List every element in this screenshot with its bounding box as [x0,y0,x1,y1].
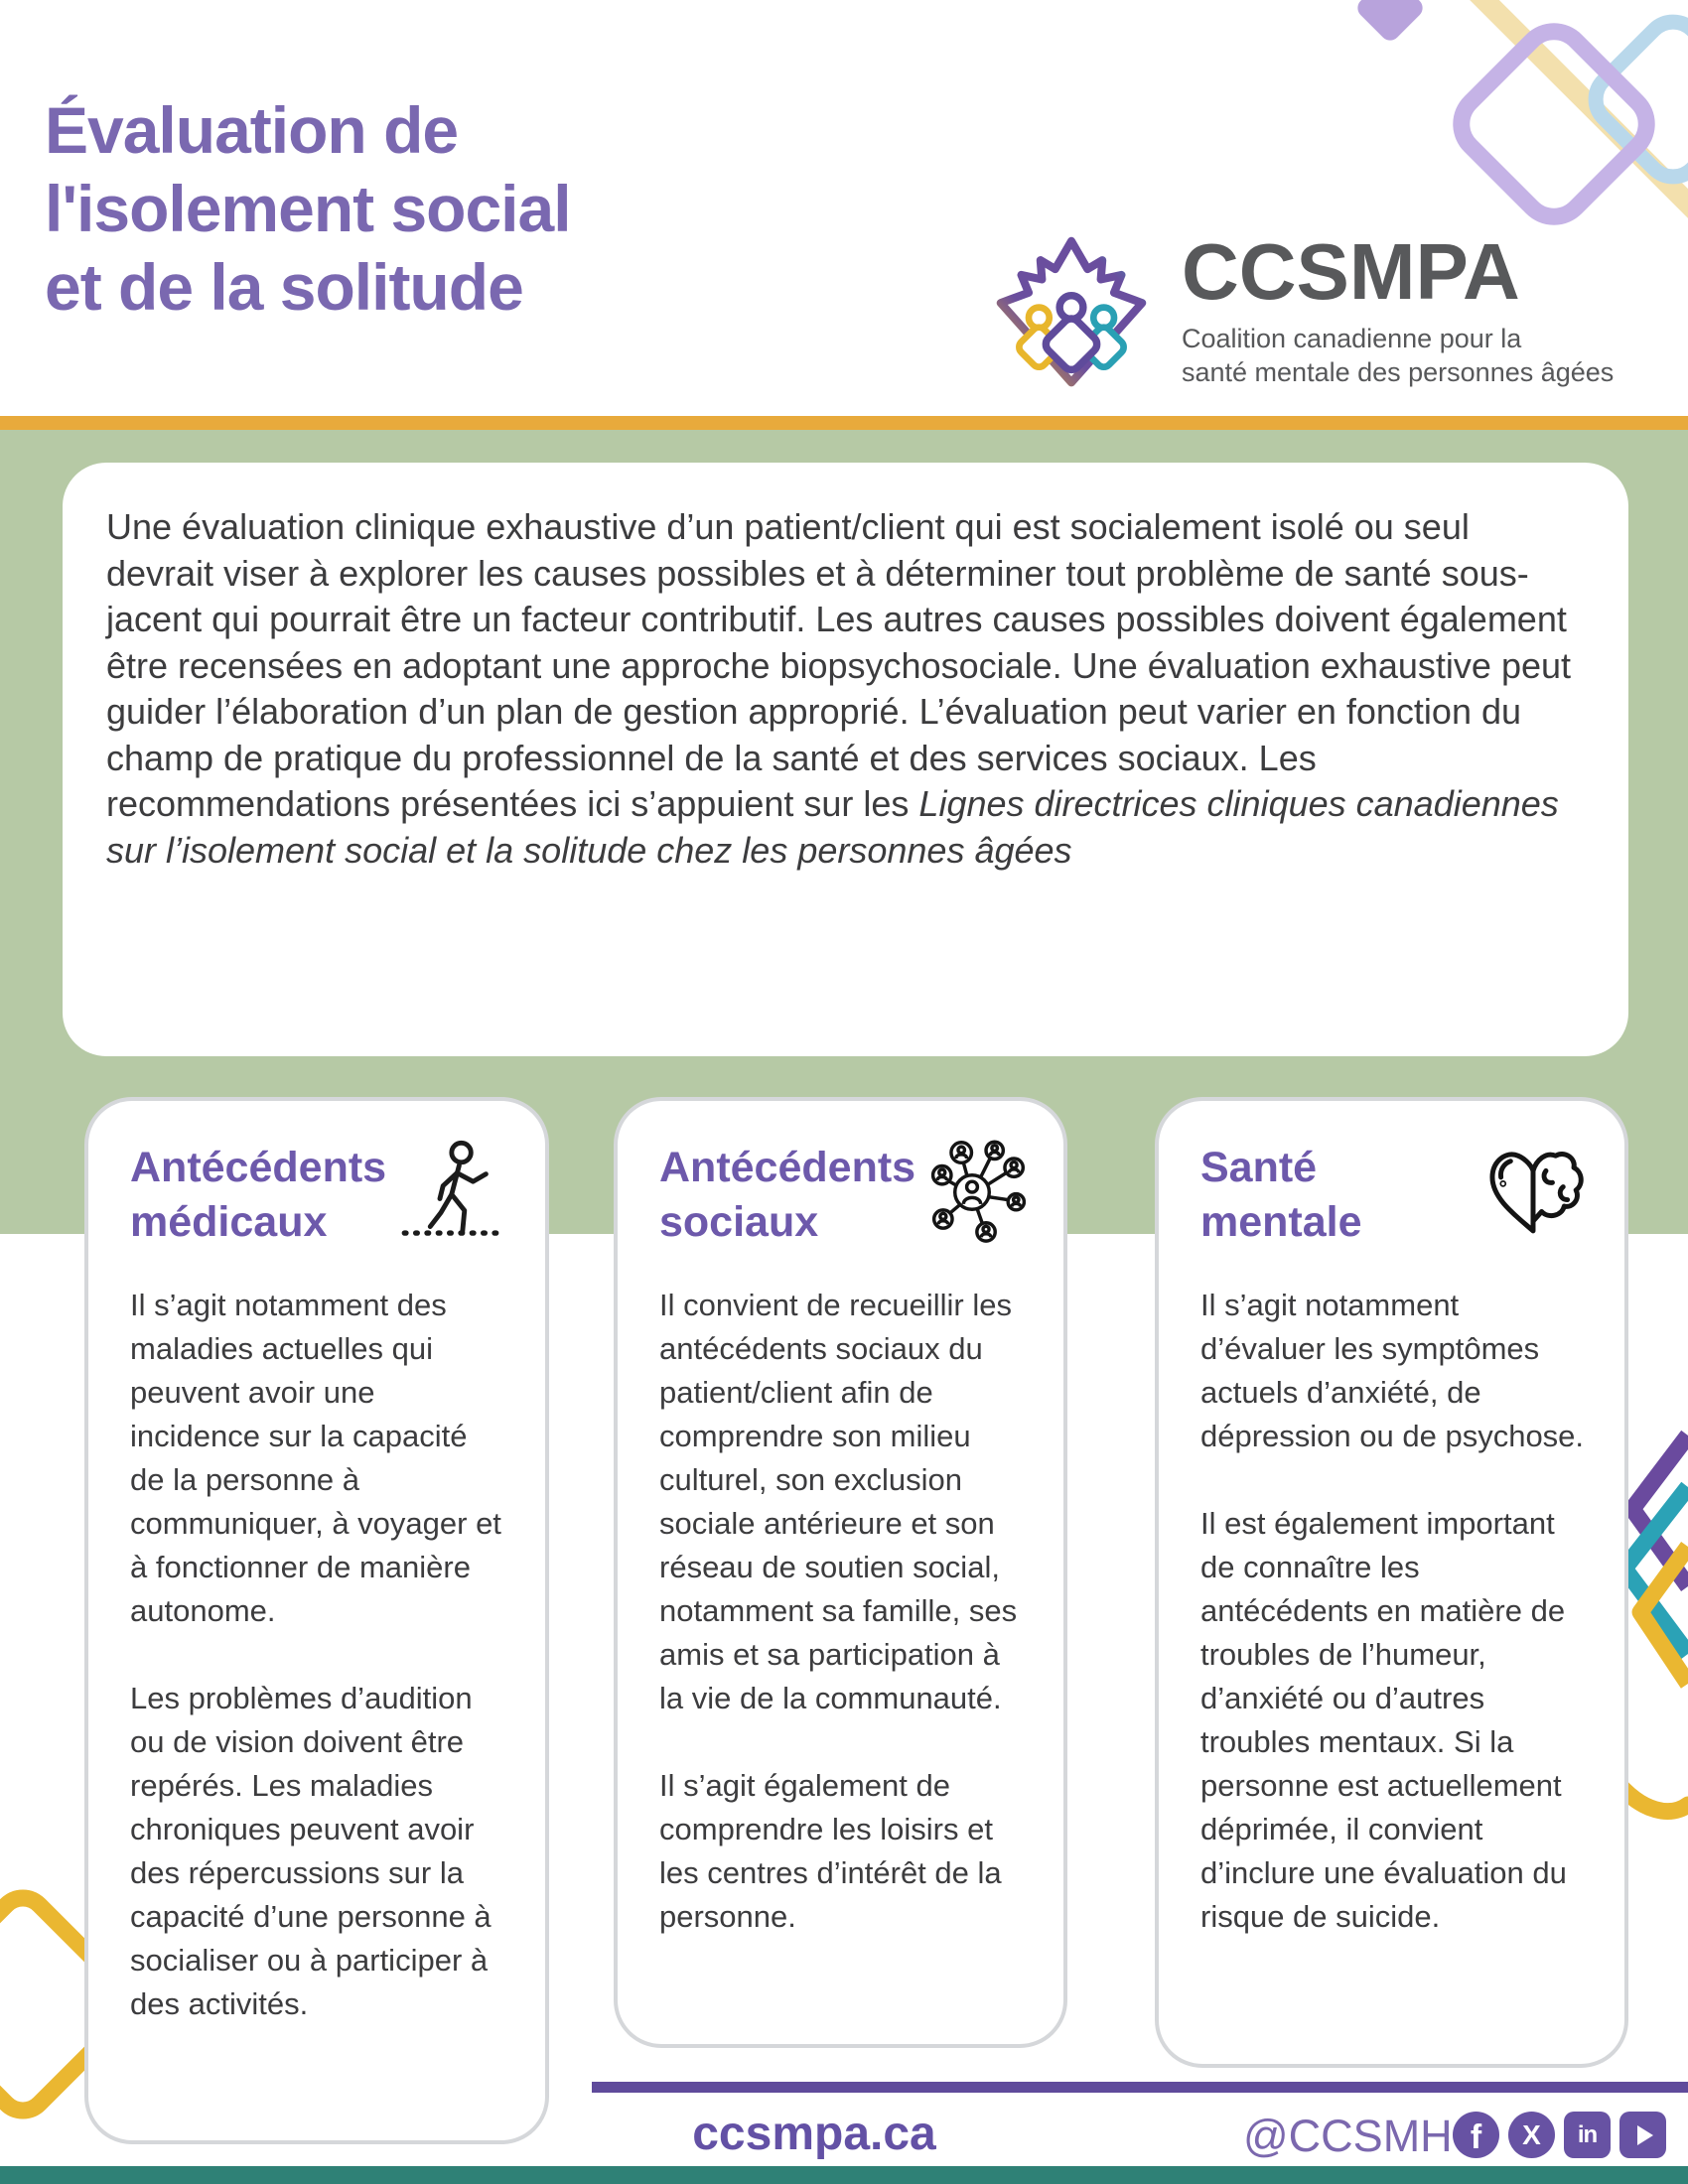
card-medical-history-body [130,1284,507,2026]
card-social-history-header [659,1137,1026,1250]
youtube-icon[interactable] [1619,2112,1666,2158]
card-mental-health-title-line-1: Santé [1200,1144,1318,1191]
logo-text [1182,227,1615,389]
card-medical-history-title-line-1: Antécédents [130,1144,387,1191]
bottom-teal-bar [0,2166,1688,2184]
card-social-history [614,1097,1067,2048]
heart-brain-icon [1479,1139,1587,1246]
card-mental-health-paragraph-2: Il est également important de connaître les antécédents en matière de troubles de l’humeur, d’anxiété ou d’autres troubles mentaux. Si la personne est actuellement déprimée, il convient d’inclure une évaluation du risque de suicide. [1200,1506,1567,1934]
card-medical-history-title [130,1141,386,1250]
facebook-icon[interactable]: f [1453,2112,1499,2158]
logo-tagline-line-2: santé mentale des personnes âgées [1182,357,1615,387]
card-mental-health-header [1200,1137,1587,1250]
card-medical-history-title-line-2: médicaux [130,1198,328,1246]
page-title-line-1: Évaluation de [45,93,459,168]
walking-person-icon [400,1139,507,1246]
intro-italic-reference: Lignes directrices cliniques canadiennes sur l’isolement social et la solitude chez les personnes âgées [106,783,1559,871]
card-medical-history-header [130,1137,507,1250]
maple-leaf-people-icon [983,220,1160,415]
card-mental-health-body [1200,1284,1587,1939]
footer-website-link[interactable]: ccsmpa.ca [692,2108,936,2160]
logo-tagline [1182,322,1614,389]
x-icon[interactable]: X [1508,2112,1555,2158]
card-mental-health-paragraph-1: Il s’agit notamment d’évaluer les symptômes actuels d’anxiété, de dépression ou de psychose. [1200,1288,1585,1453]
card-mental-health-title [1200,1141,1362,1250]
intro-card [63,463,1628,1056]
intro-paragraph [106,504,1577,874]
gold-divider [0,416,1688,430]
page-title-line-2: l'isolement social [45,172,571,246]
ccsmpa-logo [983,220,1614,415]
card-medical-history [84,1097,549,2144]
page-title-line-3: et de la solitude [45,250,523,325]
card-social-history-paragraph-2: Il s’agit également de comprendre les loisirs et les centres d’intérêt de la personne. [659,1768,1002,1934]
footer-divider [592,2082,1688,2093]
card-mental-health-title-line-2: mentale [1200,1198,1362,1246]
logo-acronym: CCSMPA [1182,227,1520,316]
logo-tagline-line-1: Coalition canadienne pour la [1182,324,1522,353]
page-title [45,91,859,327]
card-medical-history-paragraph-2: Les problèmes d’audition ou de vision doivent être repérés. Les maladies chroniques peuvent avoir des répercussions sur la capacité d’une personne à socialiser ou à participer à des activités. [130,1681,492,2021]
card-social-history-paragraph-1: Il convient de recueillir les antécédents sociaux du patient/client afin de comprendre son milieu culturel, son exclusion sociale antérieure et son réseau de soutien social, notamment sa famille, ses amis et sa participation à la vie de la communauté. [659,1288,1018,1715]
social-network-icon [918,1139,1026,1246]
card-social-history-title-line-2: sociaux [659,1198,819,1246]
card-social-history-title [659,1141,915,1250]
card-social-history-title-line-1: Antécédents [659,1144,916,1191]
footer-social-handle[interactable]: @CCSMH [1243,2111,1453,2161]
card-medical-history-paragraph-1: Il s’agit notamment des maladies actuelles qui peuvent avoir une incidence sur la capacité de la personne à communiquer, à voyager et à fonctionner de manière autonome. [130,1288,501,1628]
card-social-history-body [659,1284,1026,1939]
card-mental-health [1155,1097,1628,2068]
linkedin-icon[interactable]: in [1564,2112,1611,2158]
intro-text: Une évaluation clinique exhaustive d’un patient/client qui est socialement isolé ou seul devrait viser à explorer les causes possibles et à déterminer tout problème de santé sous-jacent qui pourrait être un facteur contributif. Les autres causes possibles doivent également être recensées en adoptant une approche biopsychosociale. Une évaluation exhaustive peut guider l’élaboration d’un plan de gestion approprié. L’évaluation peut varier en fonction du champ de pratique du professionnel de la santé et des services sociaux. Les recommendations présentées ici s’appuient sur les [106,506,1572,824]
footer-social-icons [1453,2112,1666,2158]
